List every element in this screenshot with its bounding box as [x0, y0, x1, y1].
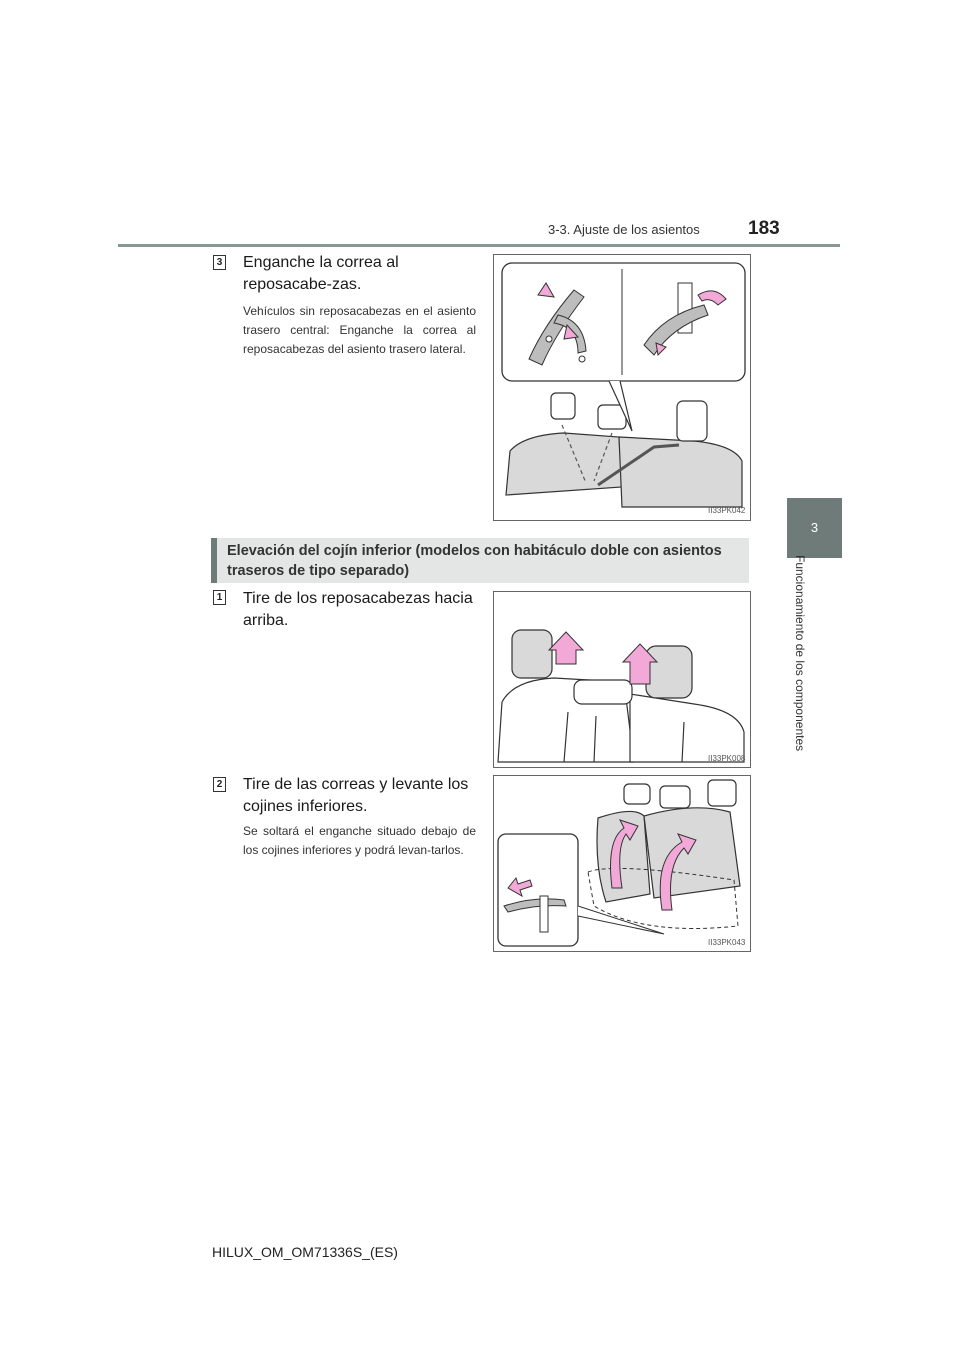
step-3-instruction: Enganche la correa al reposacabe-zas. [243, 254, 399, 293]
chapter-label: Funcionamiento de los componentes [793, 555, 807, 752]
chapter-number: 3 [810, 520, 819, 535]
lift-cushions-illustration [494, 776, 750, 951]
document-footer: HILUX_OM_OM71336S_(ES) [212, 1244, 398, 1260]
step-badge-1: 1 [213, 590, 226, 605]
figure-code: II33PK042 [708, 506, 746, 515]
figure-code: II33PK008 [708, 754, 746, 763]
step-badge-3: 3 [213, 255, 226, 270]
subsection-heading [211, 538, 749, 583]
step-3-note: Vehículos sin reposacabezas en el asiento trasero central: Enganche la correa al reposacabezas del asiento trasero lateral. [243, 304, 476, 356]
figure-headrest-strap [493, 254, 751, 521]
figure-lift-cushions [493, 775, 751, 952]
step-badge-2: 2 [213, 777, 226, 792]
subsection-heading-text: Elevación del cojín inferior (modelos con habitáculo doble con asientos traseros de tipo separado) [227, 543, 722, 579]
header-rule [118, 244, 840, 247]
figure-code: II33PK043 [708, 938, 746, 947]
chapter-tab [787, 498, 842, 558]
step-2-instruction: Tire de las correas y levante los cojines inferiores. [243, 776, 469, 815]
page-number: 183 [748, 218, 780, 239]
step-1-instruction: Tire de los reposacabezas hacia arriba. [243, 590, 473, 629]
headrest-strap-illustration [494, 255, 750, 520]
step-2-note: Se soltará el enganche situado debajo de los cojines inferiores y podrá levan-tarlos. [243, 824, 476, 857]
raise-headrests-illustration [494, 592, 750, 767]
figure-raise-headrests [493, 591, 751, 768]
section-title: 3-3. Ajuste de los asientos [548, 222, 700, 237]
